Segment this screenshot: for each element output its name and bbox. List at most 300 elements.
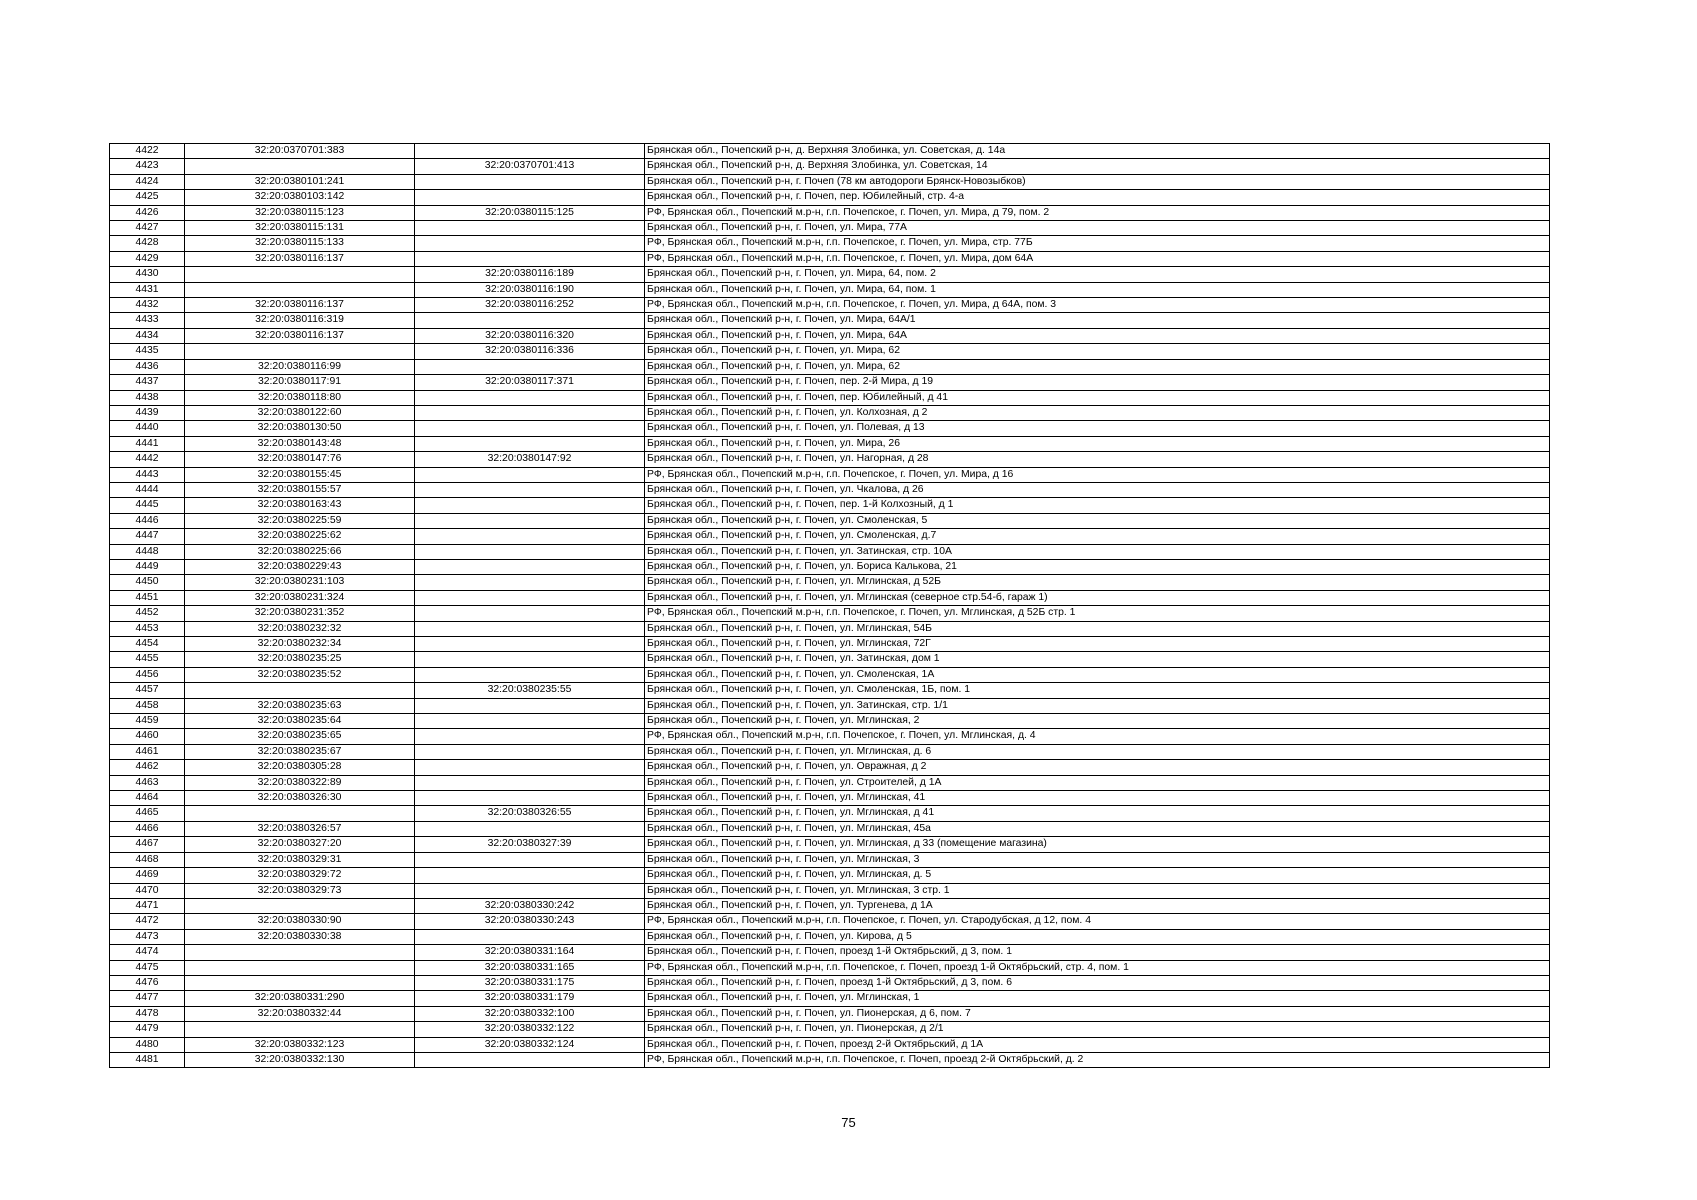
cell-cadastral-number-premises (415, 637, 645, 652)
cell-row-number: 4461 (110, 744, 185, 759)
cell-cadastral-number: 32:20:0380235:25 (185, 652, 415, 667)
cell-row-number: 4476 (110, 975, 185, 990)
cell-cadastral-number-premises: 32:20:0380327:39 (415, 837, 645, 852)
cell-address: Брянская обл., Почепский р-н, г. Почеп, ул. Мглинская, 3 стр. 1 (645, 883, 1550, 898)
table-row (110, 359, 1550, 374)
cell-cadastral-number: 32:20:0380122:60 (185, 405, 415, 420)
cell-address: Брянская обл., Почепский р-н, г. Почеп, проезд 1-й Октябрьский, д 3, пом. 1 (645, 945, 1550, 960)
cell-cadastral-number: 32:20:0380115:133 (185, 236, 415, 251)
cell-cadastral-number: 32:20:0380101:241 (185, 174, 415, 189)
cell-address: Брянская обл., Почепский р-н, г. Почеп, ул. Затинская, стр. 10А (645, 544, 1550, 559)
cell-address: Брянская обл., Почепский р-н, г. Почеп, ул. Мира, 64А (645, 328, 1550, 343)
cell-cadastral-number: 32:20:0380231:352 (185, 606, 415, 621)
cell-row-number: 4425 (110, 190, 185, 205)
cell-cadastral-number (185, 159, 415, 174)
cell-row-number: 4465 (110, 806, 185, 821)
cell-address: РФ, Брянская обл., Почепский м.р-н, г.п. Почепское, г. Почеп, ул. Мира, дом 64А (645, 251, 1550, 266)
cell-row-number: 4430 (110, 267, 185, 282)
cell-address: Брянская обл., Почепский р-н, г. Почеп, ул. Мглинская, 45а (645, 821, 1550, 836)
cell-address: Брянская обл., Почепский р-н, г. Почеп, ул. Мира, 64А/1 (645, 313, 1550, 328)
cell-cadastral-number-premises (415, 359, 645, 374)
cell-cadastral-number-premises (415, 467, 645, 482)
table-row (110, 282, 1550, 297)
cell-row-number: 4445 (110, 498, 185, 513)
cell-cadastral-number-premises (415, 436, 645, 451)
cell-row-number: 4464 (110, 791, 185, 806)
cell-address: Брянская обл., Почепский р-н, г. Почеп, ул. Овражная, д 2 (645, 760, 1550, 775)
table-row (110, 637, 1550, 652)
cell-cadastral-number-premises (415, 559, 645, 574)
cell-row-number: 4442 (110, 452, 185, 467)
cell-cadastral-number-premises: 32:20:0380330:242 (415, 898, 645, 913)
cell-cadastral-number-premises: 32:20:0380330:243 (415, 914, 645, 929)
cell-cadastral-number-premises (415, 390, 645, 405)
cell-cadastral-number: 32:20:0380235:52 (185, 667, 415, 682)
table-row (110, 328, 1550, 343)
cell-row-number: 4435 (110, 344, 185, 359)
cell-row-number: 4440 (110, 421, 185, 436)
table-row (110, 868, 1550, 883)
cell-cadastral-number-premises: 32:20:0380117:371 (415, 375, 645, 390)
cell-address: Брянская обл., Почепский р-н, г. Почеп, ул. Мглинская, д. 6 (645, 744, 1550, 759)
table-row (110, 837, 1550, 852)
table-row (110, 606, 1550, 621)
cell-address: Брянская обл., Почепский р-н, г. Почеп, ул. Мглинская (северное стр.54-б, гараж 1) (645, 590, 1550, 605)
table-row (110, 898, 1550, 913)
cell-row-number: 4423 (110, 159, 185, 174)
cell-address: Брянская обл., Почепский р-н, г. Почеп, ул. Мглинская, 54Б (645, 621, 1550, 636)
table-row (110, 159, 1550, 174)
cell-cadastral-number: 32:20:0380103:142 (185, 190, 415, 205)
cell-cadastral-number-premises (415, 174, 645, 189)
table-row (110, 575, 1550, 590)
cell-cadastral-number: 32:20:0380225:59 (185, 513, 415, 528)
cell-row-number: 4448 (110, 544, 185, 559)
cell-cadastral-number-premises (415, 251, 645, 266)
cell-address: РФ, Брянская обл., Почепский м.р-н, г.п. Почепское, г. Почеп, ул. Мира, д 79, пом. 2 (645, 205, 1550, 220)
cell-row-number: 4462 (110, 760, 185, 775)
cell-cadastral-number (185, 282, 415, 297)
cell-cadastral-number: 32:20:0380118:80 (185, 390, 415, 405)
cell-cadastral-number: 32:20:0380225:62 (185, 529, 415, 544)
cell-address: Брянская обл., Почепский р-н, г. Почеп, ул. Полевая, д 13 (645, 421, 1550, 436)
cell-cadastral-number: 32:20:0380332:123 (185, 1037, 415, 1052)
table-row (110, 714, 1550, 729)
table-row (110, 375, 1550, 390)
table-row (110, 513, 1550, 528)
cell-cadastral-number: 32:20:0380117:91 (185, 375, 415, 390)
cell-cadastral-number: 32:20:0380330:90 (185, 914, 415, 929)
cell-row-number: 4475 (110, 960, 185, 975)
cell-row-number: 4477 (110, 991, 185, 1006)
cell-address: Брянская обл., Почепский р-н, д. Верхняя Злобинка, ул. Советская, 14 (645, 159, 1550, 174)
cell-address: Брянская обл., Почепский р-н, г. Почеп, ул. Мира, 77А (645, 221, 1550, 236)
table-row (110, 559, 1550, 574)
cell-cadastral-number-premises: 32:20:0380235:55 (415, 683, 645, 698)
cell-cadastral-number-premises: 32:20:0370701:413 (415, 159, 645, 174)
cell-address: РФ, Брянская обл., Почепский м.р-н, г.п. Почепское, г. Почеп, ул. Мглинская, д. 4 (645, 729, 1550, 744)
cell-address: Брянская обл., Почепский р-н, г. Почеп, ул. Колхозная, д 2 (645, 405, 1550, 420)
cell-cadastral-number-premises: 32:20:0380331:164 (415, 945, 645, 960)
cell-row-number: 4463 (110, 775, 185, 790)
table-row (110, 1052, 1550, 1067)
table-row (110, 806, 1550, 821)
cell-row-number: 4426 (110, 205, 185, 220)
cell-address: Брянская обл., Почепский р-н, г. Почеп, ул. Мглинская, 1 (645, 991, 1550, 1006)
cell-row-number: 4443 (110, 467, 185, 482)
table-row (110, 205, 1550, 220)
registry-table (109, 143, 1550, 1068)
table-row (110, 436, 1550, 451)
cell-cadastral-number: 32:20:0380330:38 (185, 929, 415, 944)
table-row (110, 1037, 1550, 1052)
cell-cadastral-number-premises (415, 590, 645, 605)
table-row (110, 775, 1550, 790)
cell-cadastral-number: 32:20:0380115:131 (185, 221, 415, 236)
cell-row-number: 4447 (110, 529, 185, 544)
cell-cadastral-number: 32:20:0380326:57 (185, 821, 415, 836)
cell-row-number: 4480 (110, 1037, 185, 1052)
cell-cadastral-number-premises: 32:20:0380116:252 (415, 298, 645, 313)
table-row (110, 1022, 1550, 1037)
cell-address: Брянская обл., Почепский р-н, г. Почеп (78 км автодороги Брянск-Новозыбков) (645, 174, 1550, 189)
cell-address: РФ, Брянская обл., Почепский м.р-н, г.п. Почепское, г. Почеп, проезд 1-й Октябрьский, стр. 4, пом. 1 (645, 960, 1550, 975)
cell-cadastral-number-premises (415, 513, 645, 528)
table-row (110, 482, 1550, 497)
table-row (110, 236, 1550, 251)
cell-cadastral-number-premises (415, 729, 645, 744)
table-row (110, 744, 1550, 759)
cell-cadastral-number-premises (415, 775, 645, 790)
cell-cadastral-number: 32:20:0380155:45 (185, 467, 415, 482)
cell-address: Брянская обл., Почепский р-н, г. Почеп, пер. Юбилейный, д 41 (645, 390, 1550, 405)
table-row (110, 683, 1550, 698)
table-row (110, 960, 1550, 975)
cell-address: Брянская обл., Почепский р-н, г. Почеп, ул. Мглинская, 3 (645, 852, 1550, 867)
cell-row-number: 4479 (110, 1022, 185, 1037)
table-row (110, 652, 1550, 667)
cell-cadastral-number: 32:20:0380225:66 (185, 544, 415, 559)
table-row (110, 698, 1550, 713)
cell-cadastral-number-premises (415, 621, 645, 636)
cell-address: Брянская обл., Почепский р-н, г. Почеп, пер. Юбилейный, стр. 4-а (645, 190, 1550, 205)
table-row (110, 390, 1550, 405)
cell-cadastral-number (185, 267, 415, 282)
cell-address: Брянская обл., Почепский р-н, г. Почеп, ул. Мглинская, 2 (645, 714, 1550, 729)
cell-row-number: 4459 (110, 714, 185, 729)
cell-cadastral-number: 32:20:0380332:44 (185, 1006, 415, 1021)
table-row (110, 344, 1550, 359)
cell-row-number: 4449 (110, 559, 185, 574)
cell-address: Брянская обл., Почепский р-н, г. Почеп, ул. Мира, 62 (645, 344, 1550, 359)
cell-cadastral-number-premises (415, 883, 645, 898)
cell-cadastral-number-premises (415, 929, 645, 944)
cell-address: Брянская обл., Почепский р-н, г. Почеп, ул. Мглинская, д 52Б (645, 575, 1550, 590)
cell-row-number: 4437 (110, 375, 185, 390)
cell-row-number: 4470 (110, 883, 185, 898)
table-row (110, 452, 1550, 467)
cell-address: РФ, Брянская обл., Почепский м.р-н, г.п. Почепское, г. Почеп, ул. Стародубская, д 12, пом. 4 (645, 914, 1550, 929)
cell-cadastral-number: 32:20:0380229:43 (185, 559, 415, 574)
cell-row-number: 4474 (110, 945, 185, 960)
cell-address: Брянская обл., Почепский р-н, г. Почеп, ул. Мглинская, 41 (645, 791, 1550, 806)
cell-cadastral-number (185, 898, 415, 913)
cell-cadastral-number: 32:20:0380130:50 (185, 421, 415, 436)
table-row (110, 914, 1550, 929)
cell-cadastral-number (185, 945, 415, 960)
cell-address: РФ, Брянская обл., Почепский м.р-н, г.п. Почепское, г. Почеп, ул. Мира, д 16 (645, 467, 1550, 482)
table-row (110, 729, 1550, 744)
cell-address: Брянская обл., Почепский р-н, г. Почеп, ул. Смоленская, 1А (645, 667, 1550, 682)
cell-address: РФ, Брянская обл., Почепский м.р-н, г.п. Почепское, г. Почеп, проезд 2-й Октябрьский, д. 2 (645, 1052, 1550, 1067)
table-row (110, 529, 1550, 544)
cell-address: Брянская обл., Почепский р-н, г. Почеп, ул. Смоленская, 1Б, пом. 1 (645, 683, 1550, 698)
table-row (110, 467, 1550, 482)
table-row (110, 174, 1550, 189)
cell-row-number: 4444 (110, 482, 185, 497)
cell-row-number: 4429 (110, 251, 185, 266)
cell-cadastral-number: 32:20:0380116:137 (185, 328, 415, 343)
cell-cadastral-number-premises (415, 482, 645, 497)
table-row (110, 190, 1550, 205)
cell-address: РФ, Брянская обл., Почепский м.р-н, г.п. Почепское, г. Почеп, ул. Мглинская, д 52Б стр. 1 (645, 606, 1550, 621)
cell-row-number: 4481 (110, 1052, 185, 1067)
cell-cadastral-number: 32:20:0380232:32 (185, 621, 415, 636)
cell-cadastral-number: 32:20:0380322:89 (185, 775, 415, 790)
cell-cadastral-number: 32:20:0380143:48 (185, 436, 415, 451)
table-row (110, 821, 1550, 836)
cell-address: Брянская обл., Почепский р-н, г. Почеп, ул. Чкалова, д 26 (645, 482, 1550, 497)
cell-row-number: 4458 (110, 698, 185, 713)
cell-address: Брянская обл., Почепский р-н, г. Почеп, ул. Мира, 62 (645, 359, 1550, 374)
cell-cadastral-number: 32:20:0380116:137 (185, 298, 415, 313)
cell-cadastral-number (185, 806, 415, 821)
cell-address: Брянская обл., Почепский р-н, г. Почеп, ул. Смоленская, д.7 (645, 529, 1550, 544)
cell-row-number: 4436 (110, 359, 185, 374)
cell-row-number: 4472 (110, 914, 185, 929)
cell-cadastral-number: 32:20:0380147:76 (185, 452, 415, 467)
cell-address: Брянская обл., Почепский р-н, г. Почеп, ул. Бориса Калькова, 21 (645, 559, 1550, 574)
cell-cadastral-number: 32:20:0380326:30 (185, 791, 415, 806)
table-row (110, 991, 1550, 1006)
cell-row-number: 4451 (110, 590, 185, 605)
table-row (110, 1006, 1550, 1021)
cell-address: Брянская обл., Почепский р-н, г. Почеп, проезд 1-й Октябрьский, д 3, пом. 6 (645, 975, 1550, 990)
cell-row-number: 4424 (110, 174, 185, 189)
table-row (110, 975, 1550, 990)
cell-cadastral-number-premises (415, 760, 645, 775)
table-row (110, 929, 1550, 944)
table-row (110, 221, 1550, 236)
table-row (110, 667, 1550, 682)
cell-address: Брянская обл., Почепский р-н, г. Почеп, ул. Мира, 64, пом. 2 (645, 267, 1550, 282)
cell-cadastral-number: 32:20:0380235:64 (185, 714, 415, 729)
cell-cadastral-number-premises (415, 667, 645, 682)
cell-address: Брянская обл., Почепский р-н, г. Почеп, пер. 1-й Колхозный, д 1 (645, 498, 1550, 513)
cell-cadastral-number-premises (415, 221, 645, 236)
cell-address: Брянская обл., Почепский р-н, д. Верхняя Злобинка, ул. Советская, д. 14а (645, 144, 1550, 159)
cell-cadastral-number-premises (415, 698, 645, 713)
cell-cadastral-number-premises (415, 652, 645, 667)
cell-address: Брянская обл., Почепский р-н, г. Почеп, ул. Мира, 64, пом. 1 (645, 282, 1550, 297)
cell-row-number: 4466 (110, 821, 185, 836)
cell-row-number: 4433 (110, 313, 185, 328)
cell-cadastral-number-premises: 32:20:0380116:336 (415, 344, 645, 359)
cell-cadastral-number: 32:20:0370701:383 (185, 144, 415, 159)
cell-cadastral-number (185, 960, 415, 975)
cell-cadastral-number: 32:20:0380231:103 (185, 575, 415, 590)
cell-cadastral-number-premises (415, 821, 645, 836)
cell-cadastral-number-premises: 32:20:0380115:125 (415, 205, 645, 220)
cell-address: Брянская обл., Почепский р-н, г. Почеп, ул. Нагорная, д 28 (645, 452, 1550, 467)
cell-cadastral-number-premises: 32:20:0380331:179 (415, 991, 645, 1006)
cell-row-number: 4441 (110, 436, 185, 451)
cell-cadastral-number-premises (415, 421, 645, 436)
cell-cadastral-number-premises (415, 1052, 645, 1067)
cell-row-number: 4431 (110, 282, 185, 297)
cell-cadastral-number-premises (415, 190, 645, 205)
cell-cadastral-number-premises (415, 852, 645, 867)
cell-cadastral-number-premises: 32:20:0380332:100 (415, 1006, 645, 1021)
cell-address: Брянская обл., Почепский р-н, г. Почеп, ул. Пионерская, д 6, пом. 7 (645, 1006, 1550, 1021)
cell-cadastral-number-premises: 32:20:0380116:189 (415, 267, 645, 282)
cell-cadastral-number: 32:20:0380305:28 (185, 760, 415, 775)
cell-address: РФ, Брянская обл., Почепский м.р-н, г.п. Почепское, г. Почеп, ул. Мира, стр. 77Б (645, 236, 1550, 251)
table-row (110, 621, 1550, 636)
cell-row-number: 4467 (110, 837, 185, 852)
table-row (110, 945, 1550, 960)
cell-row-number: 4469 (110, 868, 185, 883)
cell-cadastral-number: 32:20:0380115:123 (185, 205, 415, 220)
cell-row-number: 4455 (110, 652, 185, 667)
cell-cadastral-number: 32:20:0380331:290 (185, 991, 415, 1006)
cell-cadastral-number-premises (415, 714, 645, 729)
table-row (110, 251, 1550, 266)
cell-row-number: 4456 (110, 667, 185, 682)
cell-address: Брянская обл., Почепский р-н, г. Почеп, проезд 2-й Октябрьский, д 1А (645, 1037, 1550, 1052)
cell-row-number: 4439 (110, 405, 185, 420)
cell-cadastral-number: 32:20:0380116:99 (185, 359, 415, 374)
cell-address: Брянская обл., Почепский р-н, г. Почеп, ул. Мглинская, д. 5 (645, 868, 1550, 883)
cell-address: Брянская обл., Почепский р-н, г. Почеп, ул. Мира, 26 (645, 436, 1550, 451)
cell-cadastral-number: 32:20:0380329:73 (185, 883, 415, 898)
cell-cadastral-number-premises: 32:20:0380331:165 (415, 960, 645, 975)
cell-cadastral-number-premises (415, 529, 645, 544)
cell-row-number: 4468 (110, 852, 185, 867)
cell-cadastral-number-premises (415, 606, 645, 621)
cell-cadastral-number: 32:20:0380232:34 (185, 637, 415, 652)
cell-address: Брянская обл., Почепский р-н, г. Почеп, ул. Строителей, д 1А (645, 775, 1550, 790)
cell-cadastral-number-premises (415, 544, 645, 559)
cell-cadastral-number: 32:20:0380116:137 (185, 251, 415, 266)
cell-cadastral-number-premises (415, 791, 645, 806)
cell-cadastral-number-premises (415, 405, 645, 420)
cell-cadastral-number-premises: 32:20:0380332:122 (415, 1022, 645, 1037)
table-row (110, 267, 1550, 282)
cell-address: Брянская обл., Почепский р-н, г. Почеп, ул. Пионерская, д 2/1 (645, 1022, 1550, 1037)
cell-cadastral-number-premises: 32:20:0380147:92 (415, 452, 645, 467)
cell-address: Брянская обл., Почепский р-н, г. Почеп, пер. 2-й Мира, д 19 (645, 375, 1550, 390)
cell-address: Брянская обл., Почепский р-н, г. Почеп, ул. Мглинская, 72Г (645, 637, 1550, 652)
cell-cadastral-number: 32:20:0380235:67 (185, 744, 415, 759)
cell-row-number: 4457 (110, 683, 185, 698)
cell-cadastral-number-premises: 32:20:0380326:55 (415, 806, 645, 821)
cell-cadastral-number-premises (415, 868, 645, 883)
cell-address: Брянская обл., Почепский р-н, г. Почеп, ул. Смоленская, 5 (645, 513, 1550, 528)
cell-cadastral-number: 32:20:0380235:63 (185, 698, 415, 713)
table-row (110, 498, 1550, 513)
table-row (110, 791, 1550, 806)
cell-cadastral-number: 32:20:0380329:31 (185, 852, 415, 867)
cell-address: Брянская обл., Почепский р-н, г. Почеп, ул. Тургенева, д 1А (645, 898, 1550, 913)
cell-cadastral-number: 32:20:0380235:65 (185, 729, 415, 744)
cell-row-number: 4454 (110, 637, 185, 652)
cell-cadastral-number-premises (415, 144, 645, 159)
cell-cadastral-number-premises: 32:20:0380331:175 (415, 975, 645, 990)
cell-address: Брянская обл., Почепский р-н, г. Почеп, ул. Мглинская, д 41 (645, 806, 1550, 821)
cell-cadastral-number: 32:20:0380155:57 (185, 482, 415, 497)
registry-table-body (110, 144, 1550, 1068)
cell-address: Брянская обл., Почепский р-н, г. Почеп, ул. Затинская, стр. 1/1 (645, 698, 1550, 713)
table-row (110, 544, 1550, 559)
cell-cadastral-number-premises (415, 313, 645, 328)
cell-row-number: 4452 (110, 606, 185, 621)
cell-cadastral-number: 32:20:0380231:324 (185, 590, 415, 605)
cell-row-number: 4427 (110, 221, 185, 236)
cell-row-number: 4453 (110, 621, 185, 636)
cell-cadastral-number-premises (415, 498, 645, 513)
cell-cadastral-number: 32:20:0380327:20 (185, 837, 415, 852)
cell-cadastral-number-premises (415, 236, 645, 251)
page-number: 75 (841, 1115, 856, 1130)
cell-cadastral-number-premises (415, 575, 645, 590)
table-row (110, 298, 1550, 313)
cell-cadastral-number: 32:20:0380163:43 (185, 498, 415, 513)
cell-cadastral-number: 32:20:0380329:72 (185, 868, 415, 883)
table-row (110, 852, 1550, 867)
table-row (110, 883, 1550, 898)
cell-cadastral-number (185, 975, 415, 990)
cell-cadastral-number (185, 1022, 415, 1037)
cell-cadastral-number: 32:20:0380116:319 (185, 313, 415, 328)
cell-row-number: 4471 (110, 898, 185, 913)
cell-address: Брянская обл., Почепский р-н, г. Почеп, ул. Кирова, д 5 (645, 929, 1550, 944)
cell-cadastral-number-premises: 32:20:0380116:320 (415, 328, 645, 343)
cell-address: РФ, Брянская обл., Почепский м.р-н, г.п. Почепское, г. Почеп, ул. Мира, д 64А, пом. 3 (645, 298, 1550, 313)
table-row (110, 590, 1550, 605)
cell-row-number: 4478 (110, 1006, 185, 1021)
table-row (110, 405, 1550, 420)
cell-row-number: 4460 (110, 729, 185, 744)
cell-row-number: 4438 (110, 390, 185, 405)
cell-cadastral-number (185, 683, 415, 698)
cell-address: Брянская обл., Почепский р-н, г. Почеп, ул. Затинская, дом 1 (645, 652, 1550, 667)
cell-cadastral-number-premises: 32:20:0380332:124 (415, 1037, 645, 1052)
cell-row-number: 4422 (110, 144, 185, 159)
cell-cadastral-number-premises (415, 744, 645, 759)
table-row (110, 144, 1550, 159)
cell-row-number: 4434 (110, 328, 185, 343)
table-row (110, 421, 1550, 436)
cell-address: Брянская обл., Почепский р-н, г. Почеп, ул. Мглинская, д 33 (помещение магазина) (645, 837, 1550, 852)
cell-row-number: 4428 (110, 236, 185, 251)
table-row (110, 313, 1550, 328)
cell-cadastral-number-premises: 32:20:0380116:190 (415, 282, 645, 297)
cell-cadastral-number: 32:20:0380332:130 (185, 1052, 415, 1067)
cell-row-number: 4473 (110, 929, 185, 944)
cell-cadastral-number (185, 344, 415, 359)
cell-row-number: 4446 (110, 513, 185, 528)
